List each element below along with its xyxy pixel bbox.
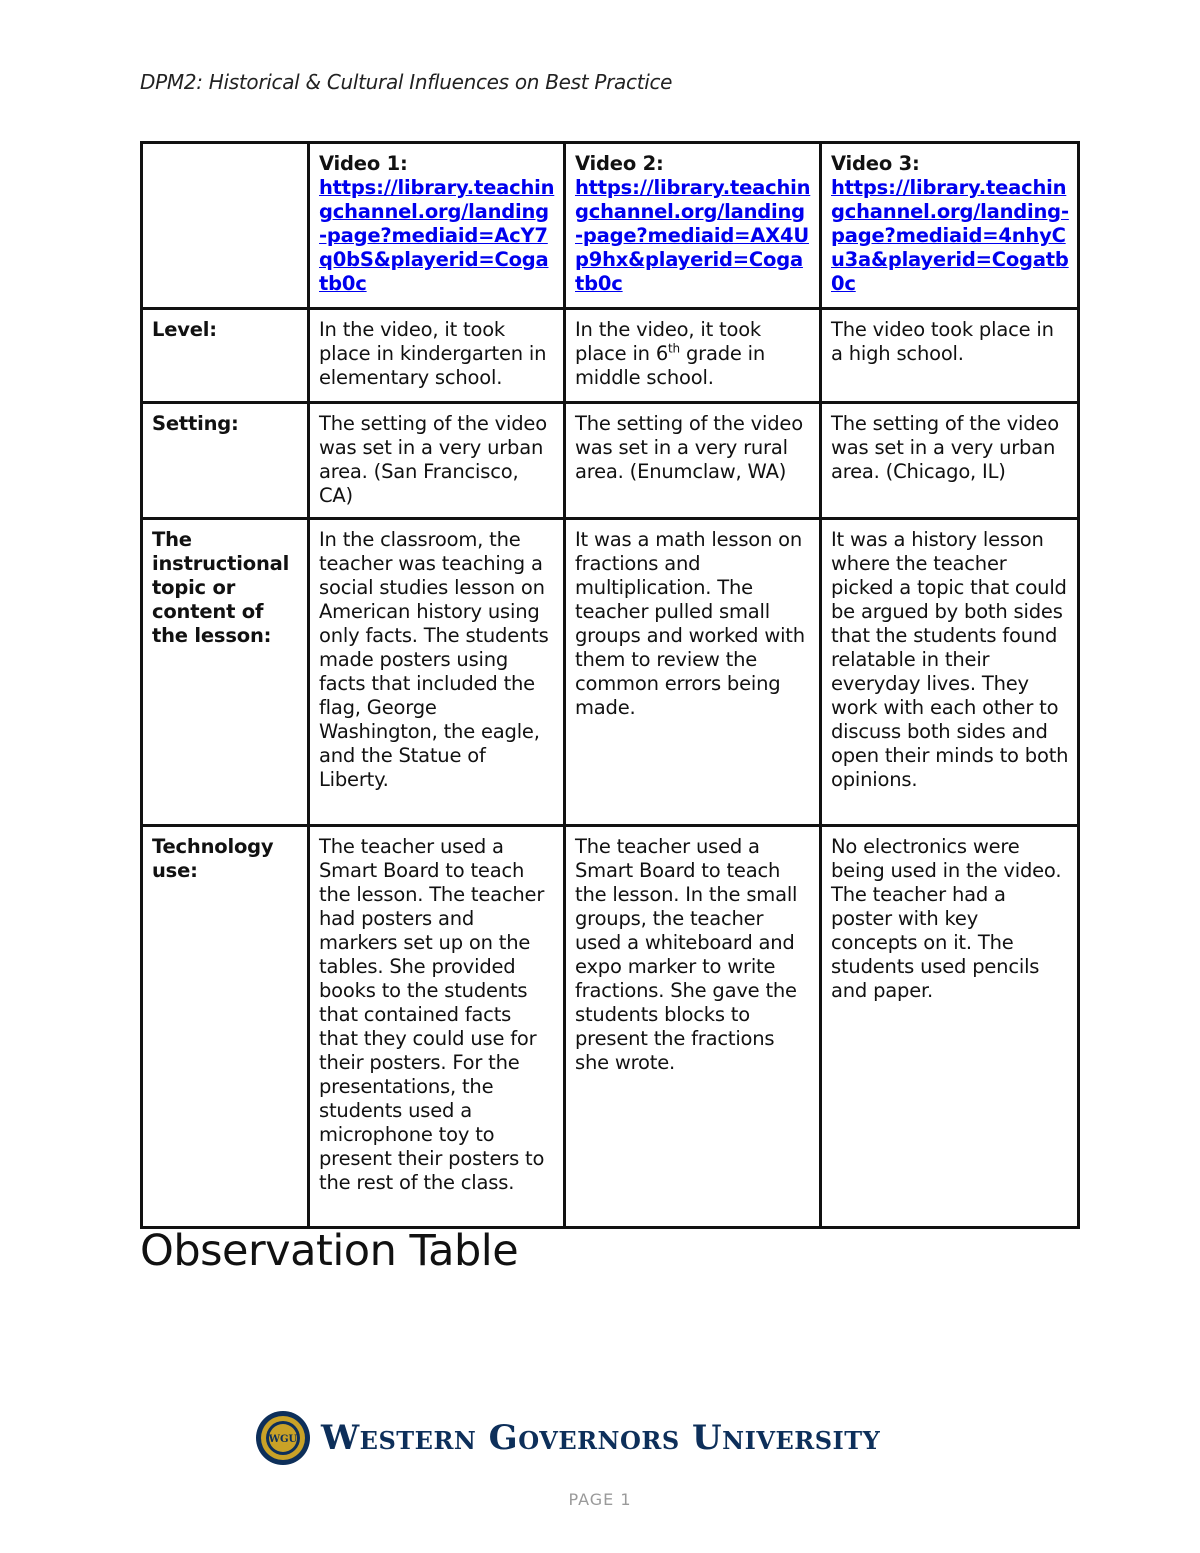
video-3-link[interactable]: https://library.teachingchannel.org/landing-page?mediaid=4nhyCu3a&playerid=Cogatb0c <box>831 176 1069 295</box>
technology-cell-video-1: The teacher used a Smart Board to teach the lesson. The teacher had posters and markers set up on the tables. She provided books to the students that contained facts that they could use for their posters. For the presentations, the students used a microphone toy to present their posters to the rest of the class. <box>309 826 565 1228</box>
running-header: DPM2: Historical & Cultural Influences on Best Practice <box>140 70 673 94</box>
observation-table-caption: Observation Table <box>140 1226 519 1276</box>
seal-monogram: WGU <box>268 1434 298 1445</box>
row-label-topic: The instructional topic or content of the lesson: <box>142 519 309 826</box>
setting-cell-video-2: The setting of the video was set in a very rural area. (Enumclaw, WA) <box>565 403 821 519</box>
table-row-setting <box>142 403 1079 519</box>
table-corner-cell <box>142 143 309 309</box>
video-2-title: Video 2: <box>575 152 664 175</box>
row-label-setting: Setting: <box>142 403 309 519</box>
video-1-title: Video 1: <box>319 152 408 175</box>
video-2-header <box>565 143 821 309</box>
wgu-logo <box>255 1410 880 1466</box>
wgu-wordmark: Western Governors University <box>321 1418 881 1458</box>
video-1-header <box>309 143 565 309</box>
setting-cell-video-3: The setting of the video was set in a very urban area. (Chicago, IL) <box>821 403 1079 519</box>
observation-table <box>140 141 1080 1229</box>
row-label-technology: Technology use: <box>142 826 309 1228</box>
topic-cell-video-3: It was a history lesson where the teacher picked a topic that could be argued by both sides that the students found relatable in their everyday lives. They work with each other to discuss both sides and open their minds to both opinions. <box>821 519 1079 826</box>
video-3-header <box>821 143 1079 309</box>
table-row-technology <box>142 826 1079 1228</box>
topic-cell-video-1: In the classroom, the teacher was teaching a social studies lesson on American history using only facts. The students made posters using facts that included the flag, George Washington, the eagle, and the Statue of Liberty. <box>309 519 565 826</box>
video-1-link[interactable]: https://library.teachingchannel.org/landing-page?mediaid=AcY7q0bS&playerid=Cogatb0c <box>319 176 555 295</box>
technology-cell-video-2: The teacher used a Smart Board to teach the lesson. In the small groups, the teacher used a whiteboard and expo marker to write fractions. She gave the students blocks to present the fractions she wrote. <box>565 826 821 1228</box>
page-number: PAGE 1 <box>568 1490 632 1509</box>
ordinal-suffix: th <box>668 341 680 356</box>
level-cell-video-2-rest: grade in middle school. <box>575 342 766 389</box>
level-cell-video-2-text: In the video, it took place in 6 <box>575 318 762 365</box>
video-3-title: Video 3: <box>831 152 920 175</box>
table-row-topic <box>142 519 1079 826</box>
row-label-level: Level: <box>142 309 309 403</box>
table-header-row <box>142 143 1079 309</box>
technology-cell-video-3: No electronics were being used in the video. The teacher had a poster with key concepts on it. The students used pencils and paper. <box>821 826 1079 1228</box>
table-row-level <box>142 309 1079 403</box>
level-cell-video-3: The video took place in a high school. <box>821 309 1079 403</box>
level-cell-video-1: In the video, it took place in kindergarten in elementary school. <box>309 309 565 403</box>
level-cell-video-2 <box>565 309 821 403</box>
video-2-link[interactable]: https://library.teachingchannel.org/landing-page?mediaid=AX4Up9hx&playerid=Cogatb0c <box>575 176 811 295</box>
university-seal-icon <box>255 1410 311 1466</box>
topic-cell-video-2: It was a math lesson on fractions and multiplication. The teacher pulled small groups and worked with them to review the common errors being made. <box>565 519 821 826</box>
setting-cell-video-1: The setting of the video was set in a very urban area. (San Francisco, CA) <box>309 403 565 519</box>
